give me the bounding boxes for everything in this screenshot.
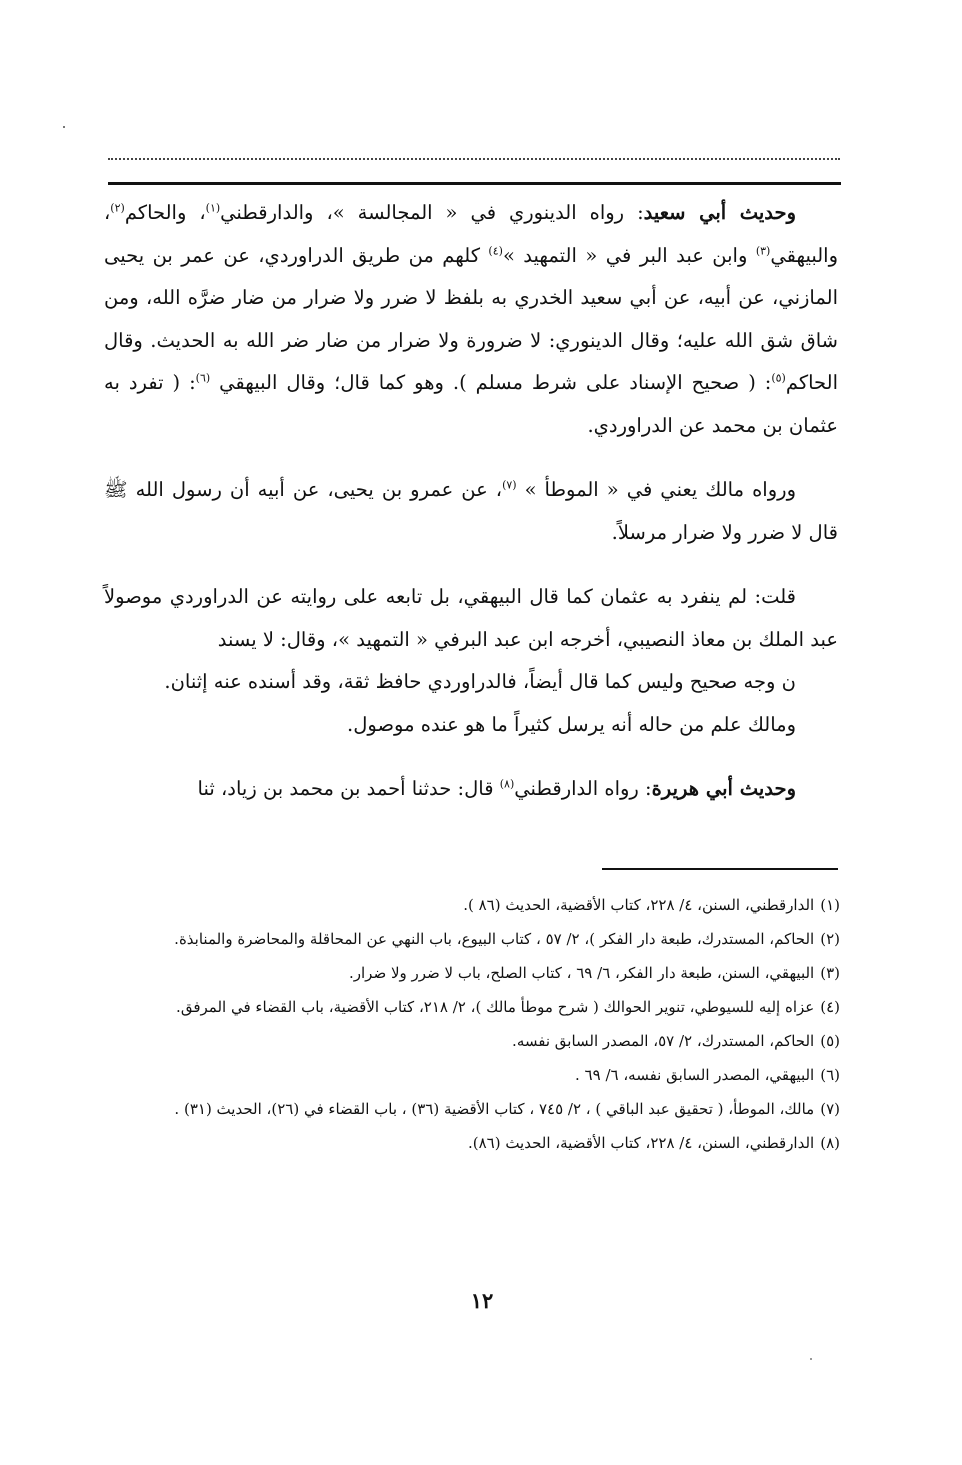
text-segment: ، والبيهقي	[104, 201, 838, 267]
paragraph-continuation: ن وجه صحيح وليس كما قال أيضاً، فالدراوردي حافظ ثقة، وقد أسنده عنه إثنان.	[164, 670, 796, 693]
footnote-ref: (٦)	[195, 371, 211, 385]
footnote-text: البيهقي، السنن، طبعة دار الفكر، ٦/ ٦٩ ، كتاب الصلح، باب لا ضرر ولا ضرار.	[349, 964, 815, 982]
footnote-number: (٨)	[820, 1134, 840, 1152]
footnote-ref: (٧)	[502, 478, 517, 492]
scan-speck	[810, 1358, 812, 1360]
text-segment: : ( تفرد به عثمان بن محمد عن الدراوردي.	[104, 371, 838, 437]
footnote-item	[112, 924, 840, 954]
footnote-text: عزاه إليه للسيوطي، تنوير الحوالك ( شرح موطأ مالك )، ٢/ ٢١٨، كتاب الأقضية، باب القضاء في المرفق.	[176, 998, 815, 1016]
footnote-ref: (٢)	[110, 201, 125, 215]
paragraph-abu-hurayra	[104, 768, 838, 811]
footnote-ref: (٥)	[771, 371, 786, 385]
footnote-number: (٧)	[820, 1100, 840, 1118]
footnote-item	[112, 1128, 840, 1158]
footnote-number: (٤)	[820, 998, 840, 1016]
footnotes	[112, 890, 840, 1162]
paragraph-malik	[104, 469, 838, 554]
footnote-item	[112, 992, 840, 1022]
text-segment: : رواه الدينوري في « المجالسة »، والدارقطني	[220, 201, 644, 224]
footnote-text: الحاكم، المستدرك، طبعة دار الفكر )، ٢/ ٥٧ ، كتاب البيوع، باب النهي عن المحاقلة والمحاضرة والمنابذة.	[174, 930, 815, 948]
footnote-text: مالك، الموطأ، ( تحقيق عبد الباقي ) ، ٢/ ٧٤٥ ، كتاب الأقضية (٣٦) ، باب القضاء في (٢٦)، الحديث (٣١) .	[174, 1100, 815, 1118]
scan-speck	[63, 126, 65, 128]
text-segment: : ( صحيح الإسناد على شرط مسلم ). وهو كما قال؛ وقال البيهقي	[210, 371, 772, 394]
footnote-item	[112, 890, 840, 920]
hadith-lead: وحديث أبي سعيد	[643, 201, 797, 224]
footnote-text: الحاكم، المستدرك، ٢/ ٥٧، المصدر السابق نفسه.	[512, 1032, 815, 1050]
footnote-ref: (٨)	[499, 777, 515, 791]
text-segment: ورواه مالك يعني في « الموطأ »	[516, 478, 796, 501]
footnote-number: (٦)	[820, 1066, 840, 1084]
footnote-ref: (١)	[205, 201, 221, 215]
footnote-item	[112, 1094, 840, 1124]
footnote-text: الدارقطني، السنن، ٤/ ٢٢٨، كتاب الأقضية، الحديث (٨٦).	[467, 1134, 815, 1152]
footnote-text: الدارقطني، السنن، ٤/ ٢٢٨، كتاب الأقضية، الحديث (٨٦ ).	[463, 896, 815, 914]
footnote-number: (٥)	[820, 1032, 840, 1050]
paragraph-abu-said	[104, 192, 838, 447]
footnote-number: (١)	[820, 896, 840, 914]
page-number: ١٢	[470, 1288, 494, 1313]
hadith-lead: وحديث أبي هريرة	[651, 777, 796, 800]
footnote-number: (٢)	[820, 930, 840, 948]
footnote-number: (٣)	[820, 964, 840, 982]
text-segment: ، عن عمرو بن يحيى، عن أبيه أن رسول الله ﷺ قال لا ضرر ولا ضرار مرسلاً.	[104, 478, 838, 544]
main-text	[104, 192, 838, 811]
header-dotted-rule	[108, 158, 840, 160]
footnote-ref: (٤)	[488, 244, 503, 257]
footnote-text: البيهقي، المصدر السابق نفسه، ٦/ ٦٩ .	[575, 1066, 815, 1084]
footnote-item	[112, 1026, 840, 1056]
paragraph-malik-note: ومالك علم من حاله أنه يرسل كثيراً ما هو عنده موصول.	[347, 712, 796, 736]
header-rule	[108, 182, 841, 185]
footnote-separator	[602, 868, 838, 870]
footnote-item	[112, 958, 840, 988]
text-segment: قال: حدثنا أحمد بن محمد بن زياد، ثنا	[197, 777, 500, 800]
text-segment: : رواه الدارقطني	[514, 777, 652, 800]
text-segment: وابن عبد البر في « التمهيد »	[502, 243, 756, 267]
paragraph-qultu: قلت: لم ينفرد به عثمان كما قال البيهقي، بل تابعه على روايته عن الدراوردي موصولاً عبد الملك بن معاذ النصيبي، أخرجه ابن عبد البرفي « التمهيد »، وقال: لا يسند	[104, 585, 838, 651]
text-segment: ، والحاكم	[124, 201, 206, 224]
footnote-ref: (٣)	[755, 244, 771, 257]
text-segment: كلهم من طريق الدراوردي، عن عمر بن يحيى المازني، عن أبيه، عن أبي سعيد الخدري به بلفظ لا ضرر ولا ضرار من ضار ضرَّه الله، ومن شاق شق الله عليه؛ وقال الدينوري: لا ضرورة ولا ضرار من ضار ضر الله به الحديث. وقال الحاكم	[104, 243, 838, 394]
footnote-item	[112, 1060, 840, 1090]
